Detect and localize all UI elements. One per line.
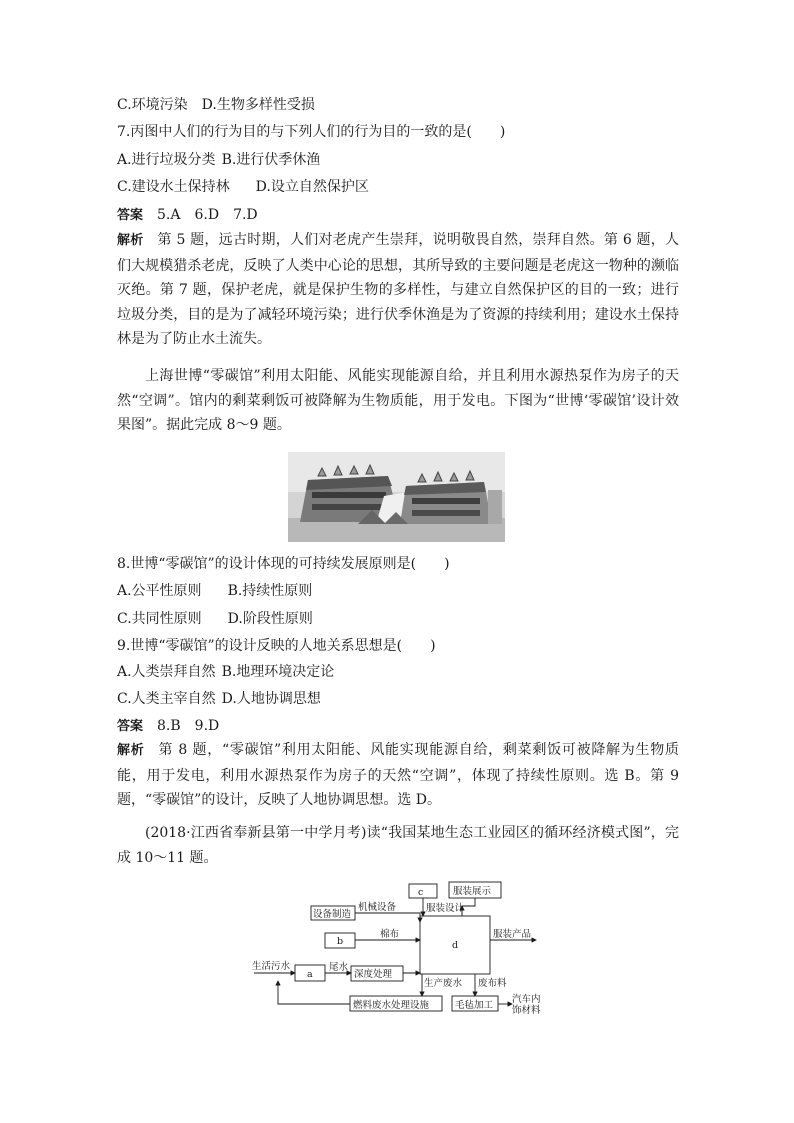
- label-qiche-line2: 饰材料: [512, 1005, 541, 1016]
- answer-1: [117, 206, 258, 225]
- analysis-1: [117, 228, 679, 352]
- q7-option-c-text: C.建设水土保持林: [117, 179, 230, 195]
- label-feibuliao: 废布料: [478, 978, 507, 989]
- q7-option-d-text: D.设立自然保护区: [255, 179, 369, 195]
- label-b: b: [337, 936, 344, 947]
- q8-options-cd: [117, 610, 313, 628]
- label-shendu-chuli: 深度处理: [354, 969, 393, 980]
- label-fuzhuang-sheji: 服装设计: [426, 903, 465, 914]
- q7-option-a: [117, 151, 320, 169]
- analysis-1-label: 解析: [117, 233, 144, 248]
- label-maozhan-jiagong: 毛毡加工: [455, 1000, 494, 1011]
- q8-option-c-text: C.共同性原则: [117, 611, 202, 627]
- q8-stem: 8.世博“零碳馆”的设计体现的可持续发展原则是( ): [117, 556, 450, 572]
- answer-1-text: 5.A 6.D 7.D: [157, 207, 258, 223]
- q9-option-d-text: D.人地协调思想: [221, 691, 321, 707]
- label-c: c: [418, 887, 424, 898]
- label-shenghuo-wushui: 生活污水: [252, 961, 291, 972]
- label-shebei-zhizao: 设备制造: [313, 909, 352, 920]
- analysis-2-label: 解析: [117, 743, 145, 758]
- q8-option-b-text: B.持续性原则: [227, 583, 313, 599]
- q9-options-ab: [117, 663, 334, 681]
- label-shengchan-feishui: 生产废水: [424, 978, 463, 989]
- q9-stem: 9.世博“零碳馆”的设计反映的人地关系思想是( ): [117, 638, 436, 654]
- q8-option-a-text: A.公平性原则: [117, 583, 202, 599]
- q6-options-cd: C.环境污染 D.生物多样性受损: [117, 97, 315, 113]
- q9-option-b-text: B.地理环境决定论: [221, 664, 335, 680]
- q7-option-b-text: B.进行伏季休渔: [221, 152, 321, 168]
- zero-carbon-pavilion-image: [288, 452, 505, 542]
- label-weishui: 尾水: [329, 962, 349, 973]
- analysis-2-text: 第 8 题，“零碳馆”利用太阳能、风能实现能源自给，剩菜剩饭可被降解为生物质能，用于发电，利用水源热泵作为房子的天然“空调”，体现了持续性原则。选 B。第 9 题，“零碳馆”的设计，反映了人地协调思想。选 D。: [117, 742, 679, 808]
- label-jixie-shebei: 机械设备: [358, 902, 397, 913]
- q8-option-d-text: D.阶段性原则: [227, 611, 313, 627]
- q7-option-a-text: A.进行垃圾分类: [117, 152, 216, 168]
- q7-stem: 7.丙图中人们的行为目的与下列人们的行为目的一致的是( ): [117, 124, 506, 140]
- intro-8-9: 上海世博“零碳馆”利用太阳能、风能实现能源自给，并且利用水源热泵作为房子的天然“空调”。馆内的剩菜剩饭可被降解为生物质能，用于发电。下图为“世博‘零碳馆’设计效果图”。据此完成 8～9 题。: [117, 368, 679, 433]
- answer-2-text: 8.B 9.D: [157, 718, 220, 734]
- answer-1-label: 答案: [117, 208, 144, 223]
- answer-2: [117, 717, 219, 736]
- q8-options-ab: [117, 582, 312, 600]
- analysis-1-text: 第 5 题，远古时期，人们对老虎产生崇拜，说明敬畏自然，崇拜自然。第 6 题，人们大规模猎杀老虎，反映了人类中心论的思想，其所导致的主要问题是老虎这一物种的濒临灭绝。第 7 题，保护老虎，就是保护生物的多样性，与建立自然保护区的目的一致；进行垃圾分类，目的是为了减轻环境污染；进行伏季休渔是为了资源的持续利用；建设水土保持林是为了防止水土流失。: [117, 232, 679, 347]
- circular-economy-diagram: [250, 878, 550, 1018]
- intro-10-11: (2018·江西省奉新县第一中学月考)读“我国某地生态工业园区的循环经济模式图”，完成 10～11 题。: [117, 825, 679, 866]
- label-fuzhuang-chanpin: 服装产品: [493, 929, 532, 940]
- label-a: a: [307, 969, 313, 980]
- label-ranliao-feishui: 燃料废水处理设施: [353, 1000, 430, 1011]
- analysis-2: [117, 738, 679, 813]
- q7-option-c: [117, 178, 369, 196]
- label-qiche-line1: 汽车内: [512, 994, 541, 1005]
- q9-option-c-text: C.人类主宰自然: [117, 691, 216, 707]
- answer-2-label: 答案: [117, 719, 144, 734]
- q9-option-a-text: A.人类崇拜自然: [117, 664, 216, 680]
- q9-options-cd: [117, 690, 321, 708]
- label-fuzhuang-zhanshi: 服装展示: [453, 886, 492, 897]
- label-d: d: [452, 940, 459, 951]
- label-mianbu: 棉布: [380, 929, 400, 940]
